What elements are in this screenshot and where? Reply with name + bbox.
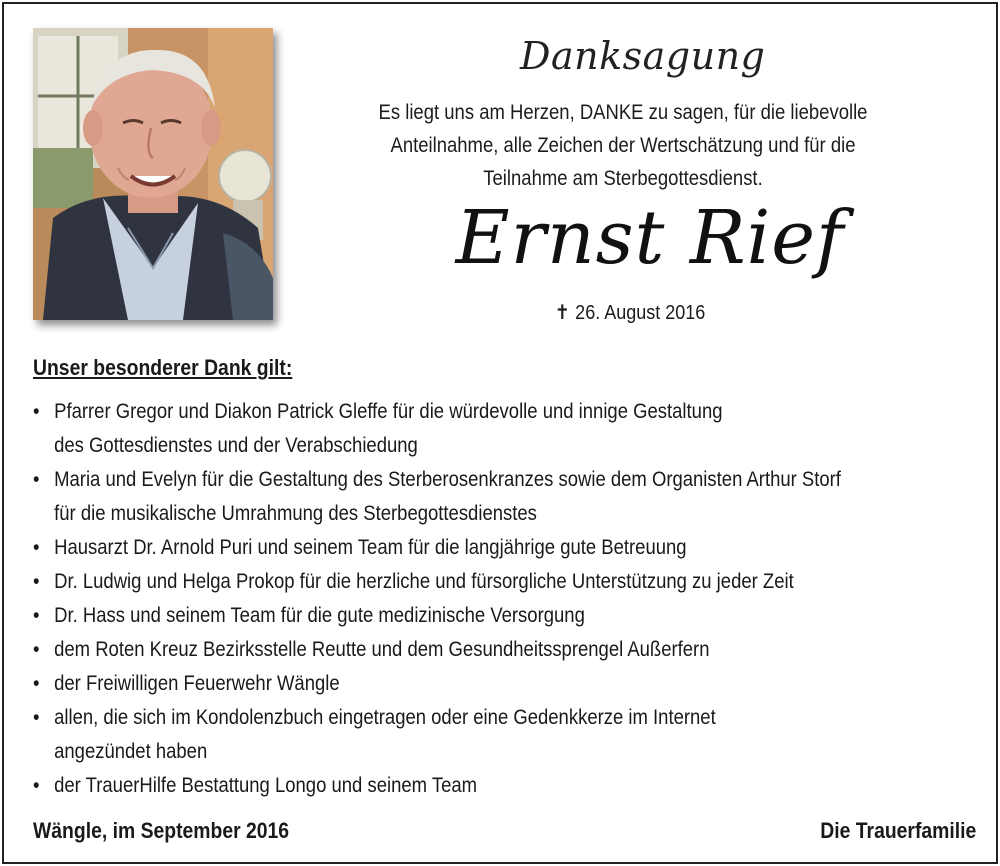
list-item: • Dr. Ludwig und Helga Prokop für die herzliche und fürsorgliche Unterstützung zu jeder Zeit — [33, 565, 922, 599]
thanks-list — [33, 395, 922, 803]
list-item: • Hausarzt Dr. Arnold Puri und seinem Team für die langjährige gute Betreuung — [33, 531, 922, 565]
deceased-name: Ernst Rief — [455, 195, 845, 281]
intro-text — [355, 96, 892, 195]
intro-line: Teilnahme am Sterbegottesdienst. — [483, 167, 763, 190]
list-item: • der TrauerHilfe Bestattung Longo und seinem Team — [33, 769, 922, 803]
signature: Die Trauerfamilie — [819, 818, 976, 843]
death-date-line — [540, 300, 720, 325]
list-item: • der Freiwilligen Feuerwehr Wängle — [33, 667, 922, 701]
list-item: • Dr. Hass und seinem Team für die gute medizinische Versorgung — [33, 599, 922, 633]
intro-line: Anteilnahme, alle Zeichen der Wertschätzung und für die — [390, 134, 856, 157]
list-item: • dem Roten Kreuz Bezirksstelle Reutte und dem Gesundheitssprengel Außerfern — [33, 633, 922, 667]
notice-title: Danksagung — [520, 34, 766, 78]
thanks-heading: Unser besonderer Dank gilt: — [33, 355, 293, 380]
place-date: Wängle, im September 2016 — [33, 818, 290, 843]
list-item: • Maria und Evelyn für die Gestaltung des Sterberosenkranzes sowie dem Organisten Arthur Storf für die musikalische Umrahmung des Sterbegottesdienstes — [33, 463, 922, 531]
cross-icon: ✝ — [554, 302, 570, 324]
portrait-photo — [33, 28, 273, 320]
list-item: • Pfarrer Gregor und Diakon Patrick Gleffe für die würdevolle und innige Gestaltung des Gottesdienstes und der Verabschiedung — [33, 395, 922, 463]
list-item: • allen, die sich im Kondolenzbuch eingetragen oder eine Gedenkkerze im Internet angezündet haben — [33, 701, 922, 769]
intro-line: Es liegt uns am Herzen, DANKE zu sagen, für die liebevolle — [378, 101, 868, 124]
death-date: 26. August 2016 — [575, 302, 706, 324]
